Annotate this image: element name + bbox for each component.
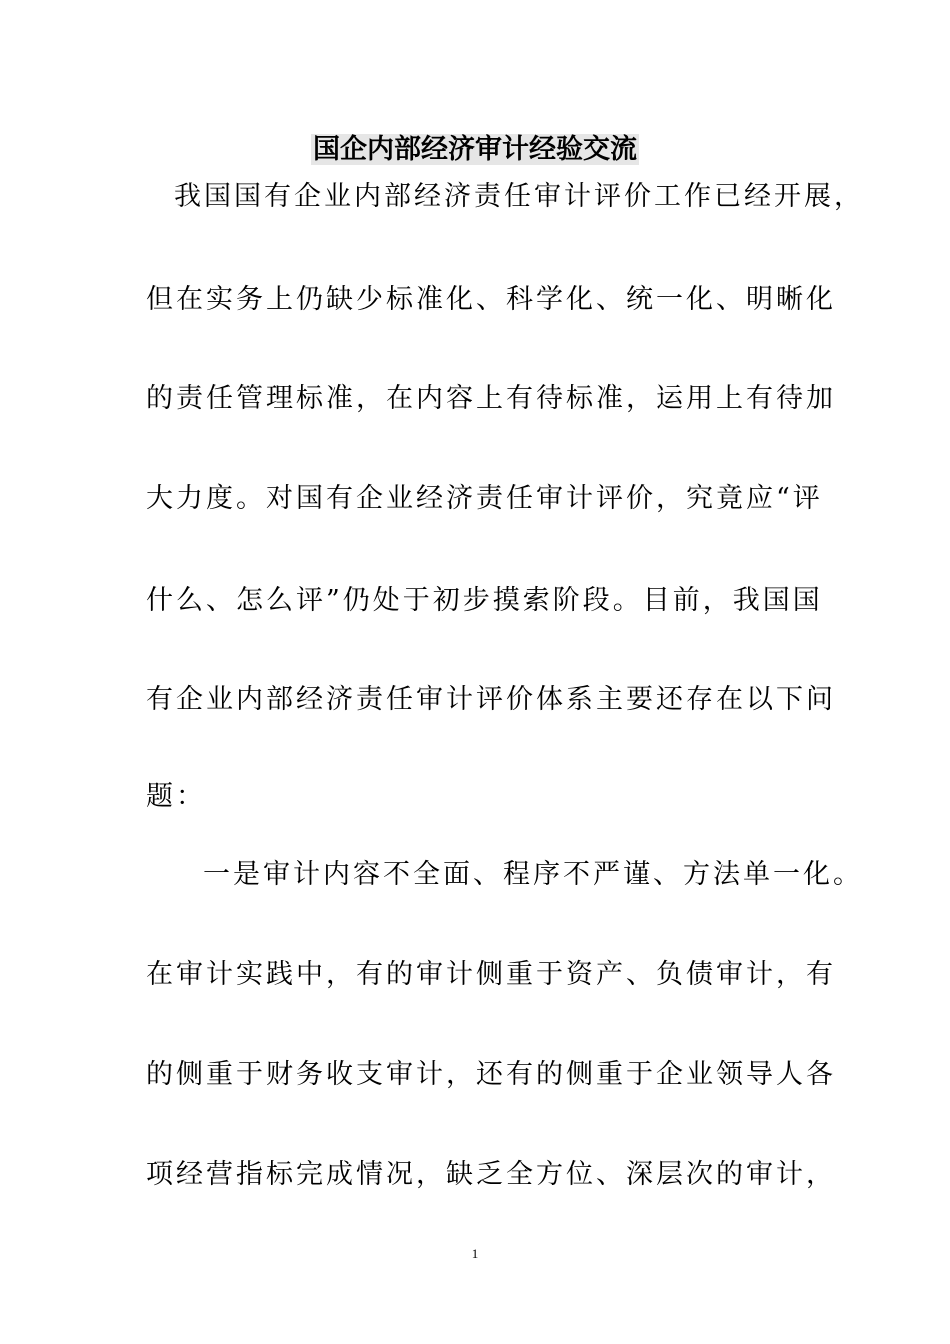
paragraph-line: 什么、怎么评”仍处于初步摸索阶段。目前，我国国 <box>146 585 823 616</box>
paragraph-line: 在审计实践中，有的审计侧重于资产、负债审计，有 <box>146 959 836 990</box>
paragraph-line: 题： <box>146 781 206 812</box>
paragraph-line: 但在实务上仍缺少标准化、科学化、统一化、明晰化 <box>146 284 836 315</box>
paragraph-line: 我国国有企业内部经济责任审计评价工作已经开展， <box>174 181 864 212</box>
paragraph-line: 一是审计内容不全面、程序不严谨、方法单一化。 <box>203 859 863 890</box>
paragraph-line: 项经营指标完成情况，缺乏全方位、深层次的审计， <box>146 1159 836 1190</box>
document-title <box>0 130 950 170</box>
paragraph-line: 的责任管理标准，在内容上有待标准，运用上有待加 <box>146 383 836 414</box>
paragraph-line: 的侧重于财务收支审计，还有的侧重于企业领导人各 <box>146 1059 836 1090</box>
page-number: 1 <box>471 1246 479 1261</box>
paragraph-line: 有企业内部经济责任审计评价体系主要还存在以下问 <box>146 684 836 715</box>
document-title-text: 国企内部经济审计经验交流 <box>313 134 637 165</box>
paragraph-line: 大力度。对国有企业经济责任审计评价，究竟应“评 <box>146 483 823 514</box>
